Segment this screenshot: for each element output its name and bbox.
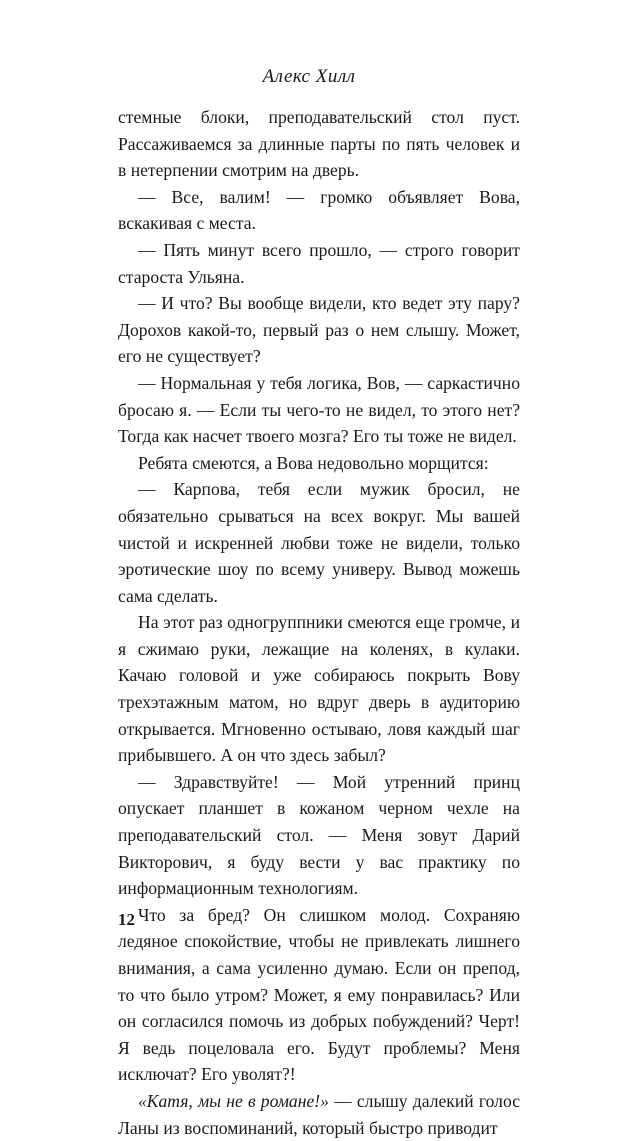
paragraph: Что за бред? Он слишком молод. Сохраняю ледяное спокойствие, чтобы не привлекать лишнего внимания, а сама усиленно думаю. Если он препод, то что было утром? Может, я ему понравилась? Или он согласился помочь из добрых побуждений? Черт! Я ведь поцеловала его. Будут проблемы? Меня исключат? Его уволят?! <box>118 904 520 1085</box>
paragraph: На этот раз одногруппники смеются еще громче, и я сжимаю руки, лежащие на коленях, в кулаки. Качаю головой и уже собираюсь покрыть Вову трехэтажным матом, но вдруг дверь в аудиторию открывается. Мгновенно остываю, ловя каждый шаг прибывшего. А он что здесь забыл? <box>118 612 520 766</box>
paragraph-continuation: — слышу далекий голос Ланы из воспоминаний, который быстро приводит <box>118 1090 520 1138</box>
paragraph: — Нормальная у тебя логика, Вов, — саркастично бросаю я. — Если ты чего-то не видел, то этого нет? Тогда как насчет твоего мозга? Его ты тоже не видел. <box>118 372 520 447</box>
paragraph-last <box>118 1088 520 1141</box>
italic-quote: «Катя, мы не в романе!» <box>138 1090 329 1111</box>
paragraph: — Все, валим! — громко объявляет Вова, вскакивая с места. <box>118 186 520 234</box>
paragraph: стемные блоки, преподавательский стол пуст. Рассаживаемся за длинные парты по пять человек и в нетерпении смотрим на дверь. <box>118 107 520 181</box>
paragraph: Ребята смеются, а Вова недовольно морщится: <box>138 452 489 473</box>
page-number: 12 <box>118 910 135 929</box>
paragraph: — Карпова, тебя если мужик бросил, не обязательно срываться на всех вокруг. Мы вашей чистой и искренней любви тоже не видели, только эротические шоу по всему универу. Вывод можешь сама сделать. <box>118 479 520 606</box>
body-text <box>118 104 520 1141</box>
paragraph: — И что? Вы вообще видели, кто ведет эту пару? Дорохов какой-то, первый раз о нем слышу. Может, его не существует? <box>118 293 520 367</box>
paragraph: — Здравствуйте! — Мой утренний принц опускает планшет в кожаном черном чехле на преподавательский стол. — Меня зовут Дарий Викторович, я буду вести у вас практику по информационным технологиям. <box>118 771 520 899</box>
paragraph: — Пять минут всего прошло, — строго говорит староста Ульяна. <box>118 239 520 287</box>
running-head: Алекс Хилл <box>262 66 356 87</box>
